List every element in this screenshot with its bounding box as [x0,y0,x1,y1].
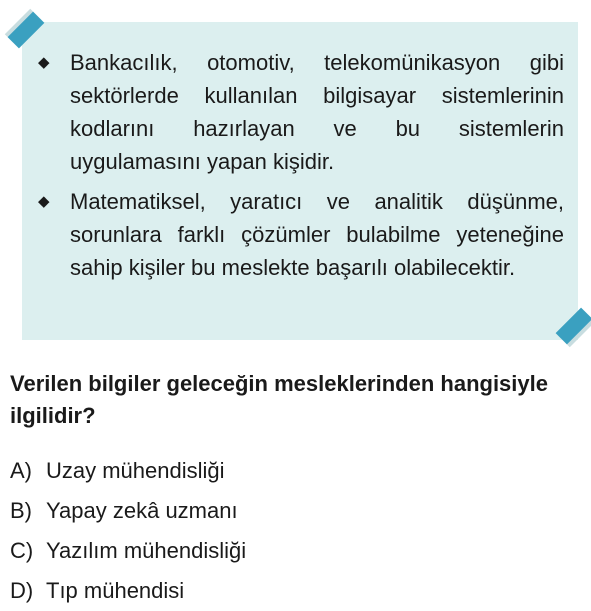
option-d[interactable] [10,571,246,611]
option-text: Yapay zekâ uzmanı [46,498,238,523]
option-letter: A) [10,458,32,483]
option-text: Yazılım mühendisliği [46,538,247,563]
info-box [22,22,578,340]
option-letter: C) [10,538,34,563]
bullet-text: Matematiksel, yaratıcı ve analitik düşünme, sorunlara farklı çözümler bulabilme yeteneğine sahip kişiler bu meslekte başarılı olabilecektir. [70,189,564,280]
option-letter: D) [10,578,34,603]
bullet-item [22,46,578,178]
option-a[interactable] [10,451,246,491]
bullet-text: Bankacılık, otomotiv, telekomünikasyon gibi sektörlerde kullanılan bilgisayar sistemlerinin kodlarını hazırlayan ve bu sistemlerin uygulamasını yapan kişidir. [70,50,564,174]
bullet-list [22,46,578,284]
option-letter: B) [10,498,32,523]
diamond-bullet-icon: ◆ [38,193,50,210]
option-text: Tıp mühendisi [46,578,185,603]
option-c[interactable] [10,531,246,571]
question-text: Verilen bilgiler geleceğin mesleklerinden hangisiyle ilgilidir? [10,371,548,428]
diamond-bullet-icon: ◆ [38,54,50,71]
bullet-item [22,185,578,284]
answer-options [10,451,246,611]
option-text: Uzay mühendisliği [46,458,225,483]
option-b[interactable] [10,491,246,531]
